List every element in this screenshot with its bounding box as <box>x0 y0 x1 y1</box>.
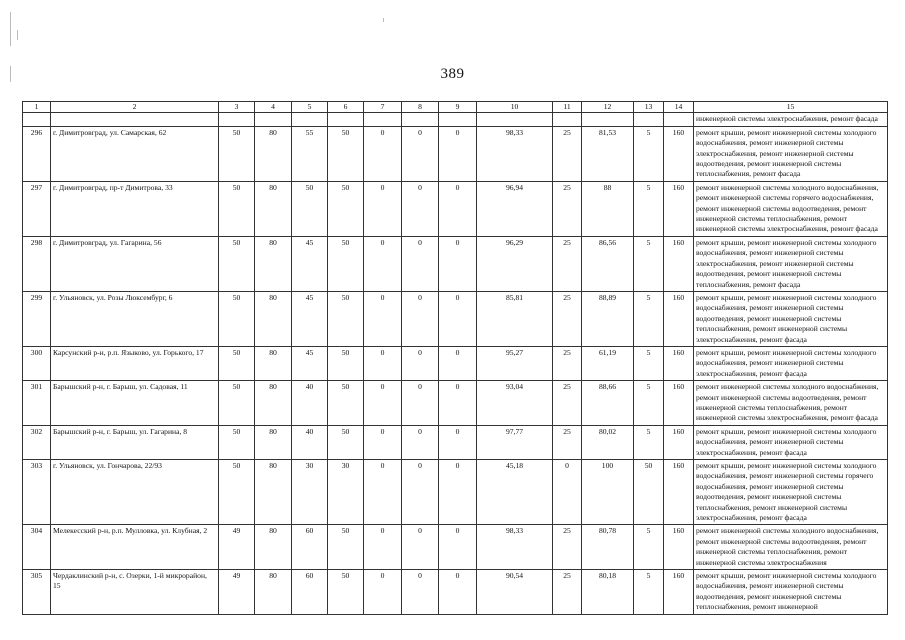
cell-col-8: 0 <box>402 346 439 380</box>
cell-col-3: 50 <box>219 460 255 525</box>
cell-col-13: 5 <box>634 525 664 570</box>
cell-col-14: 160 <box>664 181 694 236</box>
header-row <box>23 102 888 113</box>
cell-address: г. Ульяновск, ул. Гончарова, 22/93 <box>51 460 219 525</box>
cell-empty <box>477 113 553 126</box>
cell-works: ремонт крыши, ремонт инженерной системы холодного водоснабжения, ремонт инженерной системы электроснабжения, ремонт фасада <box>694 346 888 380</box>
scan-mark-left-2 <box>17 30 18 40</box>
cell-col-6: 50 <box>328 570 364 615</box>
cell-col-3: 50 <box>219 346 255 380</box>
carryover-row <box>23 113 888 126</box>
cell-col-5: 40 <box>292 425 328 459</box>
cell-col-4: 80 <box>255 346 292 380</box>
repair-register-table <box>22 101 888 615</box>
cell-col-8: 0 <box>402 460 439 525</box>
cell-col-5: 30 <box>292 460 328 525</box>
column-header-6: 6 <box>328 102 364 113</box>
cell-works: ремонт инженерной системы холодного водоснабжения, ремонт инженерной системы горячего водоснабжения, ремонт инженерной системы водоотведения, ремонт инженерной системы теплоснабжения, ремонт инженерной системы электроснабжения, ремонт фасада <box>694 181 888 236</box>
cell-col-14: 160 <box>664 126 694 181</box>
table-row <box>23 291 888 346</box>
cell-col-8: 0 <box>402 525 439 570</box>
cell-empty <box>439 113 477 126</box>
cell-works: ремонт инженерной системы холодного водоснабжения, ремонт инженерной системы водоотведения, ремонт инженерной системы теплоснабжения, ремонт инженерной системы электроснабжения <box>694 525 888 570</box>
cell-col-7: 0 <box>364 570 402 615</box>
cell-address: г. Димитровград, пр-т Димитрова, 33 <box>51 181 219 236</box>
scan-mark-left-1 <box>10 12 11 46</box>
column-header-8: 8 <box>402 102 439 113</box>
column-header-11: 11 <box>553 102 582 113</box>
cell-col-12: 80,18 <box>582 570 634 615</box>
cell-col-4: 80 <box>255 181 292 236</box>
cell-col-5: 60 <box>292 570 328 615</box>
cell-col-7: 0 <box>364 346 402 380</box>
cell-col-7: 0 <box>364 181 402 236</box>
cell-col-7: 0 <box>364 381 402 426</box>
cell-col-13: 5 <box>634 236 664 291</box>
cell-col-13: 5 <box>634 126 664 181</box>
cell-col-14: 160 <box>664 525 694 570</box>
cell-works: ремонт крыши, ремонт инженерной системы холодного водоснабжения, ремонт инженерной системы горячего водоснабжения, ремонт инженерной системы водоотведения, ремонт инженерной системы теплоснабжения, ремонт инженерной системы электроснабжения, ремонт фасада <box>694 460 888 525</box>
cell-col-6: 50 <box>328 126 364 181</box>
cell-col-13: 5 <box>634 570 664 615</box>
cell-col-4: 80 <box>255 381 292 426</box>
cell-col-3: 50 <box>219 291 255 346</box>
column-header-9: 9 <box>439 102 477 113</box>
cell-col-4: 80 <box>255 425 292 459</box>
cell-col-7: 0 <box>364 425 402 459</box>
cell-col-9: 0 <box>439 236 477 291</box>
cell-col-9: 0 <box>439 570 477 615</box>
cell-col-10: 95,27 <box>477 346 553 380</box>
cell-col-11: 25 <box>553 181 582 236</box>
cell-col-11: 25 <box>553 126 582 181</box>
cell-col-13: 5 <box>634 381 664 426</box>
column-header-7: 7 <box>364 102 402 113</box>
cell-col-5: 55 <box>292 126 328 181</box>
cell-empty <box>51 113 219 126</box>
cell-works: ремонт крыши, ремонт инженерной системы холодного водоснабжения, ремонт инженерной системы электроснабжения, ремонт инженерной системы водоотведения, ремонт инженерной системы теплоснабжения, ремонт фасада <box>694 236 888 291</box>
cell-works: ремонт крыши, ремонт инженерной системы холодного водоснабжения, ремонт инженерной системы электроснабжения, ремонт фасада <box>694 425 888 459</box>
cell-col-12: 86,56 <box>582 236 634 291</box>
cell-col-14: 160 <box>664 425 694 459</box>
cell-col-12: 100 <box>582 460 634 525</box>
cell-col-10: 90,54 <box>477 570 553 615</box>
cell-col-6: 50 <box>328 425 364 459</box>
table-row <box>23 236 888 291</box>
column-header-2: 2 <box>51 102 219 113</box>
cell-col-5: 60 <box>292 525 328 570</box>
cell-col-7: 0 <box>364 460 402 525</box>
cell-col-11: 25 <box>553 236 582 291</box>
cell-empty <box>219 113 255 126</box>
cell-empty <box>328 113 364 126</box>
cell-number: 296 <box>23 126 51 181</box>
cell-col-5: 45 <box>292 236 328 291</box>
cell-col-14: 160 <box>664 381 694 426</box>
cell-empty <box>664 113 694 126</box>
cell-col-9: 0 <box>439 425 477 459</box>
cell-address: Барышский р-н, г. Барыш, ул. Садовая, 11 <box>51 381 219 426</box>
table-row <box>23 525 888 570</box>
cell-empty <box>255 113 292 126</box>
cell-empty <box>582 113 634 126</box>
cell-col-13: 5 <box>634 181 664 236</box>
cell-number: 305 <box>23 570 51 615</box>
cell-number: 303 <box>23 460 51 525</box>
cell-col-5: 45 <box>292 291 328 346</box>
cell-col-4: 80 <box>255 236 292 291</box>
cell-col-9: 0 <box>439 346 477 380</box>
cell-col-7: 0 <box>364 126 402 181</box>
cell-col-6: 50 <box>328 181 364 236</box>
column-header-3: 3 <box>219 102 255 113</box>
column-header-14: 14 <box>664 102 694 113</box>
cell-works: ремонт крыши, ремонт инженерной системы холодного водоснабжения, ремонт инженерной системы водоотведения, ремонт инженерной системы теплоснабжения, ремонт инженерной системы электроснабжения, ремонт фасада <box>694 291 888 346</box>
cell-col-14: 160 <box>664 346 694 380</box>
cell-col-4: 80 <box>255 126 292 181</box>
cell-col-11: 25 <box>553 425 582 459</box>
cell-col-10: 98,33 <box>477 126 553 181</box>
cell-col-10: 96,94 <box>477 181 553 236</box>
cell-col-10: 45,18 <box>477 460 553 525</box>
cell-col-8: 0 <box>402 181 439 236</box>
cell-address: Чердаклинский р-н, с. Озерки, 1-й микрорайон, 15 <box>51 570 219 615</box>
cell-address: Барышский р-н, г. Барыш, ул. Гагарина, 8 <box>51 425 219 459</box>
cell-col-6: 50 <box>328 525 364 570</box>
cell-col-11: 25 <box>553 381 582 426</box>
cell-col-4: 80 <box>255 525 292 570</box>
cell-col-10: 96,29 <box>477 236 553 291</box>
cell-col-11: 0 <box>553 460 582 525</box>
cell-col-3: 50 <box>219 236 255 291</box>
column-header-5: 5 <box>292 102 328 113</box>
cell-col-12: 88,89 <box>582 291 634 346</box>
cell-col-9: 0 <box>439 181 477 236</box>
cell-works-carryover: инженерной системы электроснабжения, ремонт фасада <box>694 113 888 126</box>
cell-col-13: 5 <box>634 291 664 346</box>
cell-col-3: 50 <box>219 381 255 426</box>
cell-col-5: 50 <box>292 181 328 236</box>
cell-empty <box>292 113 328 126</box>
cell-col-3: 50 <box>219 181 255 236</box>
cell-address: г. Димитровград, ул. Гагарина, 56 <box>51 236 219 291</box>
cell-col-11: 25 <box>553 570 582 615</box>
table-row <box>23 126 888 181</box>
cell-works: ремонт инженерной системы холодного водоснабжения, ремонт инженерной системы водоотведения, ремонт инженерной системы теплоснабжения, ремонт инженерной системы электроснабжения, ремонт фасада <box>694 381 888 426</box>
cell-col-9: 0 <box>439 126 477 181</box>
scan-mark-top <box>383 18 384 22</box>
cell-col-6: 50 <box>328 346 364 380</box>
column-header-10: 10 <box>477 102 553 113</box>
cell-col-7: 0 <box>364 236 402 291</box>
cell-col-12: 88 <box>582 181 634 236</box>
cell-col-12: 61,19 <box>582 346 634 380</box>
cell-col-14: 160 <box>664 460 694 525</box>
cell-col-6: 30 <box>328 460 364 525</box>
cell-empty <box>364 113 402 126</box>
cell-col-10: 98,33 <box>477 525 553 570</box>
cell-col-13: 5 <box>634 346 664 380</box>
cell-col-8: 0 <box>402 236 439 291</box>
cell-col-4: 80 <box>255 291 292 346</box>
cell-col-9: 0 <box>439 525 477 570</box>
cell-col-11: 25 <box>553 346 582 380</box>
cell-address: Карсунский р-н, р.п. Языково, ул. Горького, 17 <box>51 346 219 380</box>
cell-empty <box>634 113 664 126</box>
cell-col-8: 0 <box>402 570 439 615</box>
cell-number: 302 <box>23 425 51 459</box>
table-row <box>23 346 888 380</box>
cell-col-5: 45 <box>292 346 328 380</box>
cell-col-10: 85,81 <box>477 291 553 346</box>
cell-col-9: 0 <box>439 381 477 426</box>
cell-col-5: 40 <box>292 381 328 426</box>
cell-col-14: 160 <box>664 570 694 615</box>
cell-col-14: 160 <box>664 236 694 291</box>
cell-col-6: 50 <box>328 236 364 291</box>
table-row <box>23 460 888 525</box>
cell-address: г. Димитровград, ул. Самарская, 62 <box>51 126 219 181</box>
cell-number: 297 <box>23 181 51 236</box>
table-body <box>23 113 888 614</box>
cell-col-11: 25 <box>553 525 582 570</box>
table-row <box>23 381 888 426</box>
cell-col-3: 50 <box>219 126 255 181</box>
cell-col-3: 49 <box>219 570 255 615</box>
cell-col-14: 160 <box>664 291 694 346</box>
column-header-1: 1 <box>23 102 51 113</box>
cell-col-6: 50 <box>328 381 364 426</box>
table-row <box>23 570 888 615</box>
column-header-15: 15 <box>694 102 888 113</box>
column-header-4: 4 <box>255 102 292 113</box>
cell-col-12: 88,66 <box>582 381 634 426</box>
cell-col-10: 97,77 <box>477 425 553 459</box>
cell-col-7: 0 <box>364 291 402 346</box>
cell-col-12: 80,78 <box>582 525 634 570</box>
cell-empty <box>553 113 582 126</box>
cell-col-7: 0 <box>364 525 402 570</box>
cell-col-12: 81,53 <box>582 126 634 181</box>
cell-address: г. Ульяновск, ул. Розы Люксембург, 6 <box>51 291 219 346</box>
cell-col-8: 0 <box>402 291 439 346</box>
cell-col-3: 50 <box>219 425 255 459</box>
cell-number: 299 <box>23 291 51 346</box>
cell-col-6: 50 <box>328 291 364 346</box>
cell-number: 300 <box>23 346 51 380</box>
cell-col-8: 0 <box>402 425 439 459</box>
table-row <box>23 425 888 459</box>
cell-number: 298 <box>23 236 51 291</box>
cell-col-3: 49 <box>219 525 255 570</box>
column-header-12: 12 <box>582 102 634 113</box>
cell-number: 301 <box>23 381 51 426</box>
cell-col-13: 50 <box>634 460 664 525</box>
page-number: 389 <box>440 66 465 82</box>
cell-number: 304 <box>23 525 51 570</box>
cell-works: ремонт крыши, ремонт инженерной системы холодного водоснабжения, ремонт инженерной системы электроснабжения, ремонт инженерной системы водоотведения, ремонт инженерной системы теплоснабжения, ремонт фасада <box>694 126 888 181</box>
cell-col-4: 80 <box>255 570 292 615</box>
cell-col-8: 0 <box>402 381 439 426</box>
cell-col-12: 80,02 <box>582 425 634 459</box>
cell-col-8: 0 <box>402 126 439 181</box>
cell-address: Мелекесский р-н, р.п. Мулловка, ул. Клубная, 2 <box>51 525 219 570</box>
cell-col-13: 5 <box>634 425 664 459</box>
cell-col-10: 93,04 <box>477 381 553 426</box>
cell-works: ремонт крыши, ремонт инженерной системы холодного водоснабжения, ремонт инженерной системы водоотведения, ремонт инженерной системы теплоснабжения, ремонт инженерной <box>694 570 888 615</box>
column-header-13: 13 <box>634 102 664 113</box>
table-row <box>23 181 888 236</box>
cell-empty <box>23 113 51 126</box>
cell-col-11: 25 <box>553 291 582 346</box>
cell-col-9: 0 <box>439 291 477 346</box>
cell-col-9: 0 <box>439 460 477 525</box>
cell-empty <box>402 113 439 126</box>
cell-col-4: 80 <box>255 460 292 525</box>
